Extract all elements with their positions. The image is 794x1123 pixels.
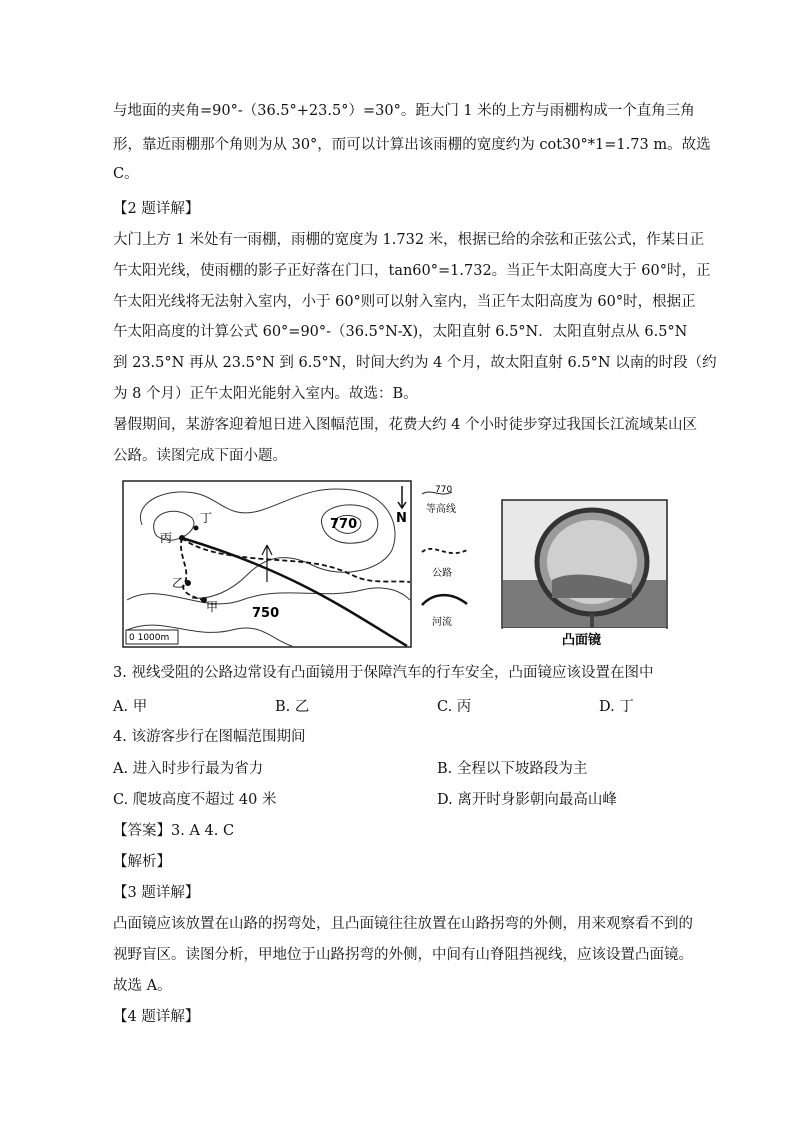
q4-option-c: C. 爬坡高度不超过 40 米 bbox=[113, 792, 277, 808]
analysis-heading: 【解析】 bbox=[113, 854, 171, 870]
answer-line: 【答案】3. A 4. C bbox=[113, 823, 235, 839]
photo-caption: 凸面镜 bbox=[562, 633, 602, 648]
text-line: 午太阳光线将无法射入室内，小于 60°则可以射入室内，当正午太阳高度为 60°时，根据正 bbox=[113, 294, 696, 310]
text-line: 与地面的夹角=90°-（36.5°+23.5°）=30°。距大门 1 米的上方与雨棚构成一个直角三角 bbox=[113, 103, 695, 119]
q4-option-a: A. 进入时步行最为省力 bbox=[113, 761, 264, 777]
point-bing-marker bbox=[179, 535, 185, 541]
q4-option-b: B. 全程以下坡路段为主 bbox=[437, 761, 588, 777]
point-jia-label: 甲 bbox=[206, 600, 219, 614]
point-bing-label: 丙 bbox=[160, 531, 173, 545]
section-heading: 【2 题详解】 bbox=[113, 201, 200, 217]
text-line: 大门上方 1 米处有一雨棚，雨棚的宽度为 1.732 米，根据已给的余弦和正弦公式，作某日正 bbox=[113, 232, 705, 248]
text-line: 到 23.5°N 再从 23.5°N 到 6.5°N，时间大约为 4 个月，故太阳直射 6.5°N 以南的时段（约 bbox=[113, 355, 717, 371]
point-ding-marker bbox=[194, 526, 199, 531]
text-line: 午太阳高度的计算公式 60°=90°-（36.5°N-X)，太阳直射 6.5°N．太阳直射点从 6.5°N bbox=[113, 324, 688, 340]
section-heading: 【3 题详解】 bbox=[113, 885, 200, 901]
text-line: 故选 A。 bbox=[113, 978, 172, 994]
point-yi-marker bbox=[185, 580, 191, 586]
text-line: 午太阳光线，使雨棚的影子正好落在门口，tan60°=1.732。当正午太阳高度大于 60°时，正 bbox=[113, 263, 711, 279]
text-line: 凸面镜应该放置在山路的拐弯处，且凸面镜往往放置在山路拐弯的外侧，用来观察看不到的 bbox=[113, 916, 693, 932]
q3-option-a: A. 甲 bbox=[113, 699, 148, 715]
q4-option-d: D. 离开时身影朝向最高山峰 bbox=[437, 792, 617, 808]
point-yi-label: 乙 bbox=[172, 576, 185, 590]
legend-river-label: 河流 bbox=[432, 617, 452, 628]
text-line: C。 bbox=[113, 166, 139, 182]
mirror-pole bbox=[590, 614, 594, 628]
text-line: 形，靠近雨棚那个角则为从 30°，而可以计算出该雨棚的宽度约为 cot30°*1=1.73 m。故选 bbox=[113, 137, 711, 153]
text-line: 视野盲区。读图分析，甲地位于山路拐弯的外侧，中间有山脊阻挡视线，应该设置凸面镜。 bbox=[113, 947, 693, 963]
north-label: N bbox=[396, 511, 407, 526]
legend-contour-value: 770 bbox=[435, 485, 453, 495]
legend-contour-label: 等高线 bbox=[426, 504, 456, 515]
legend-road-symbol bbox=[422, 549, 467, 553]
q3-option-c: C. 丙 bbox=[437, 699, 472, 715]
section-heading: 【4 题详解】 bbox=[113, 1009, 200, 1025]
contour-750-label: 750 bbox=[252, 606, 280, 621]
text-line: 公路。读图完成下面小题。 bbox=[113, 448, 287, 464]
map-figure bbox=[122, 480, 672, 650]
q3-option-d: D. 丁 bbox=[599, 699, 634, 715]
legend-river-symbol bbox=[422, 595, 467, 605]
text-line: 为 8 个月）正午太阳光能射入室内。故选：B。 bbox=[113, 386, 418, 402]
contour-770-label: 770 bbox=[330, 517, 358, 532]
point-ding-label: 丁 bbox=[200, 511, 213, 525]
text-line: 暑假期间，某游客迎着旭日进入图幅范围，花费大约 4 个小时徒步穿过我国长江流域某山区 bbox=[113, 417, 697, 433]
scale-label: 0 1000m bbox=[129, 633, 170, 643]
legend-road-label: 公路 bbox=[432, 568, 452, 579]
q3-option-b: B. 乙 bbox=[275, 699, 310, 715]
question-4: 4. 该游客步行在图幅范围期间 bbox=[113, 729, 306, 745]
question-3: 3. 视线受阻的公路边常设有凸面镜用于保障汽车的行车安全，凸面镜应该设置在图中 bbox=[113, 665, 654, 681]
